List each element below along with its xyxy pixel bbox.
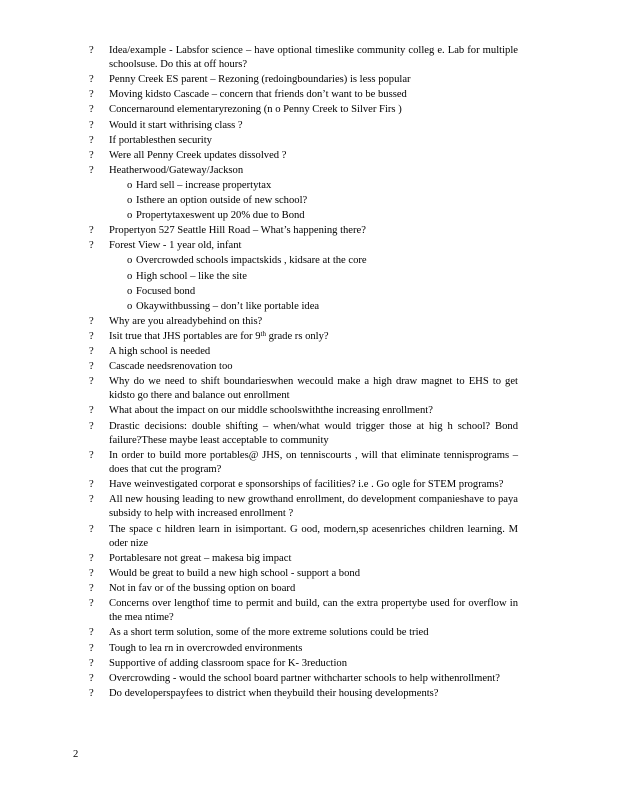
bullet-icon: ? [89, 330, 94, 342]
list-item [0, 164, 618, 178]
list-item-text [109, 687, 518, 701]
bullet-icon: ? [89, 104, 94, 116]
list-item-text [109, 164, 518, 178]
list-item-text [109, 119, 518, 133]
circle-bullet-icon: o [127, 300, 133, 312]
list-item-text [109, 360, 518, 374]
list-item-text [109, 73, 518, 87]
list-item-text [109, 657, 518, 671]
list-item-main-text: In order to build more portables@ JHS, on tenniscourts , will that eliminate tennisprograms – does that cut the program? [109, 449, 518, 476]
list-item [0, 119, 618, 133]
list-item-main-text: Moving kidsto Cascade – concern that friends don’t want to be bussed [109, 89, 407, 101]
list-item-main-text: Tough to lea rn in overcrowded environments [109, 642, 303, 654]
list-item-main-text: Concerns over lengthof time to permit and build, can the extra propertybe used for overflow in the mea ntime? [109, 598, 518, 624]
list-item [0, 493, 618, 521]
sub-list-item-text: Isthere an option outside of new school? [136, 195, 308, 207]
bullet-icon: ? [89, 74, 94, 86]
bullet-icon: ? [89, 552, 94, 564]
list-item-main-text: Supportive of adding classroom space for K- 3reduction [109, 657, 348, 669]
list-item-main-text: If portablesthen security [109, 134, 212, 146]
sub-list-item-text: Overcrowded schools impactskids , kidsare at the core [136, 255, 367, 267]
list-item [0, 239, 618, 253]
sub-list-item [0, 270, 618, 284]
list-item-main-text: All new housing leading to new growthand enrollment, do development companieshave to paya subsidy to help with increased enrollment ? [109, 494, 518, 520]
list-item-main-text: Penny Creek ES parent – Rezoning (redoingboundaries) is less popular [109, 74, 411, 86]
page-number: 2 [73, 749, 79, 760]
list-item-text [109, 582, 518, 596]
bullet-icon: ? [89, 657, 94, 669]
list-item-main-text: Would it start withrising class ? [109, 119, 243, 131]
bullet-icon: ? [89, 134, 94, 146]
list-item [0, 626, 618, 640]
sub-list-item-text: High school – like the site [136, 270, 247, 282]
bullet-icon: ? [89, 240, 94, 252]
list-item-text [109, 330, 518, 344]
bullet-icon: ? [89, 687, 94, 699]
list-item-main-text: Would be great to build a new high school - support a bond [109, 567, 360, 579]
list-item-text [109, 239, 518, 253]
list-item-text [109, 449, 518, 477]
list-item [0, 224, 618, 238]
circle-bullet-icon: o [127, 210, 133, 222]
list-item [0, 44, 618, 72]
bullet-icon: ? [89, 45, 94, 56]
list-item [0, 582, 618, 596]
bullet-icon: ? [89, 225, 94, 237]
list-item-text [109, 597, 518, 625]
list-item-main-text: Overcrowding - would the school board partner withcharter schools to help withenrollment? [109, 672, 500, 684]
list-item-main-text: Why are you alreadybehind on this? [109, 315, 263, 327]
list-item-text [109, 404, 518, 418]
list-item-text [109, 103, 518, 117]
list-item-main-text: Cascade needsrenovation too [109, 361, 233, 373]
list-item [0, 672, 618, 686]
bullet-icon: ? [89, 598, 94, 610]
bullet-icon: ? [89, 345, 94, 357]
list-item-text [109, 523, 518, 551]
bullet-icon: ? [89, 405, 94, 417]
list-item [0, 103, 618, 117]
list-item-main-text: A high school is needed [109, 345, 211, 357]
list-item [0, 375, 618, 403]
list-item-text-continued: grade rs only? [265, 330, 329, 342]
list-item [0, 149, 618, 163]
list-item-main-text: Were all Penny Creek updates dissolved ? [109, 149, 287, 161]
bullet-icon: ? [89, 449, 94, 461]
list-item [0, 523, 618, 551]
list-item [0, 420, 618, 448]
bullet-icon: ? [89, 479, 94, 491]
list-item [0, 315, 618, 329]
sub-list-item-text: Propertytaxeswent up 20% due to Bond [136, 210, 305, 222]
circle-bullet-icon: o [127, 255, 133, 267]
list-item-text [109, 567, 518, 581]
list-item-text [109, 149, 518, 163]
list-item-text [109, 626, 518, 640]
bullet-icon: ? [89, 642, 94, 654]
sub-list-item [0, 209, 618, 223]
list-item-main-text: Propertyon 527 Seattle Hill Road – What’s happening there? [109, 225, 366, 237]
list-item-text [109, 224, 518, 238]
list-item-main-text: What about the impact on our middle schoolswiththe increasing enrollment? [109, 405, 433, 417]
list-item-main-text: Idea/example - Labsfor science – have optional timeslike community colleg e. Lab for multiple schoolsuse. Do this at off hours? [109, 45, 518, 71]
bullet-icon: ? [89, 494, 94, 506]
list-item [0, 404, 618, 418]
list-item-text [109, 315, 518, 329]
list-item-text [109, 552, 518, 566]
bullet-icon: ? [89, 149, 94, 161]
circle-bullet-icon: o [127, 285, 133, 297]
bullet-icon: ? [89, 315, 94, 327]
sub-list-item [0, 179, 618, 193]
list-item-main-text: Concernaround elementaryrezoning (n o Penny Creek to Silver Firs ) [109, 104, 402, 116]
list-item-text [109, 44, 518, 72]
circle-bullet-icon: o [127, 195, 133, 207]
bullet-icon: ? [89, 89, 94, 101]
list-item-main-text: Portablesare not great – makesa big impact [109, 552, 292, 564]
list-item-main-text: Not in fav or of the bussing option on board [109, 583, 296, 595]
list-item-main-text: The space c hildren learn in isimportant. G ood, modern,sp acesenriches children learning. M oder nize [109, 523, 518, 549]
bullet-icon: ? [89, 361, 94, 373]
comment-list [0, 44, 618, 702]
list-item-text [109, 345, 518, 359]
list-item-text [109, 88, 518, 102]
bullet-icon: ? [89, 583, 94, 595]
list-item-main-text: Drastic decisions: double shifting – when/what would trigger those at hig h school? Bond failure?These maybe least acceptable to community [109, 420, 518, 446]
circle-bullet-icon: o [127, 270, 133, 282]
bullet-icon: ? [89, 119, 94, 131]
list-item [0, 345, 618, 359]
bullet-icon: ? [89, 420, 94, 432]
list-item [0, 88, 618, 102]
list-item-text [109, 134, 518, 148]
bullet-icon: ? [89, 567, 94, 579]
list-item [0, 449, 618, 477]
list-item-main-text: Heatherwood/Gateway/Jackson [109, 164, 244, 176]
bullet-icon: ? [89, 672, 94, 684]
list-item [0, 552, 618, 566]
list-item-text [109, 672, 518, 686]
list-item-main-text: Have weinvestigated corporat e sponsorships of facilities? i.e . Go ogle for STEM programs? [109, 479, 504, 491]
list-item-text [109, 420, 518, 448]
bullet-icon: ? [89, 523, 94, 535]
ordinal-suffix: th [260, 329, 266, 338]
list-item-main-text: As a short term solution, some of the more extreme solutions could be tried [109, 627, 429, 639]
list-item-main-text: Why do we need to shift boundarieswhen wecould make a high draw magnet to EHS to get kidsto go there and balance out enrollment [109, 376, 518, 402]
bullet-icon: ? [89, 376, 94, 388]
list-item [0, 73, 618, 87]
bullet-icon: ? [89, 627, 94, 639]
sub-list-item [0, 254, 618, 268]
list-item [0, 597, 618, 625]
sub-list-item-text: Focused bond [136, 285, 196, 297]
list-item-main-text: Isit true that JHS portables are for 9 [109, 330, 261, 342]
list-item [0, 478, 618, 492]
sub-list-item-text: Hard sell – increase propertytax [136, 179, 272, 191]
sub-list-item [0, 285, 618, 299]
list-item-text [109, 642, 518, 656]
sub-list-item [0, 194, 618, 208]
sub-list-item [0, 300, 618, 314]
sub-list-item-text: Okaywithbussing – don’t like portable idea [136, 300, 320, 312]
list-item [0, 134, 618, 148]
list-item [0, 360, 618, 374]
list-item [0, 657, 618, 671]
list-item-text [109, 375, 518, 403]
list-item [0, 330, 618, 344]
list-item-main-text: Forest View - 1 year old, infant [109, 240, 242, 252]
bullet-icon: ? [89, 164, 94, 176]
list-item-text [109, 478, 518, 492]
list-item [0, 642, 618, 656]
circle-bullet-icon: o [127, 179, 133, 191]
list-item-main-text: Do developerspayfees to district when theybuild their housing developments? [109, 687, 439, 699]
list-item [0, 567, 618, 581]
list-item [0, 687, 618, 701]
list-item-text [109, 493, 518, 521]
